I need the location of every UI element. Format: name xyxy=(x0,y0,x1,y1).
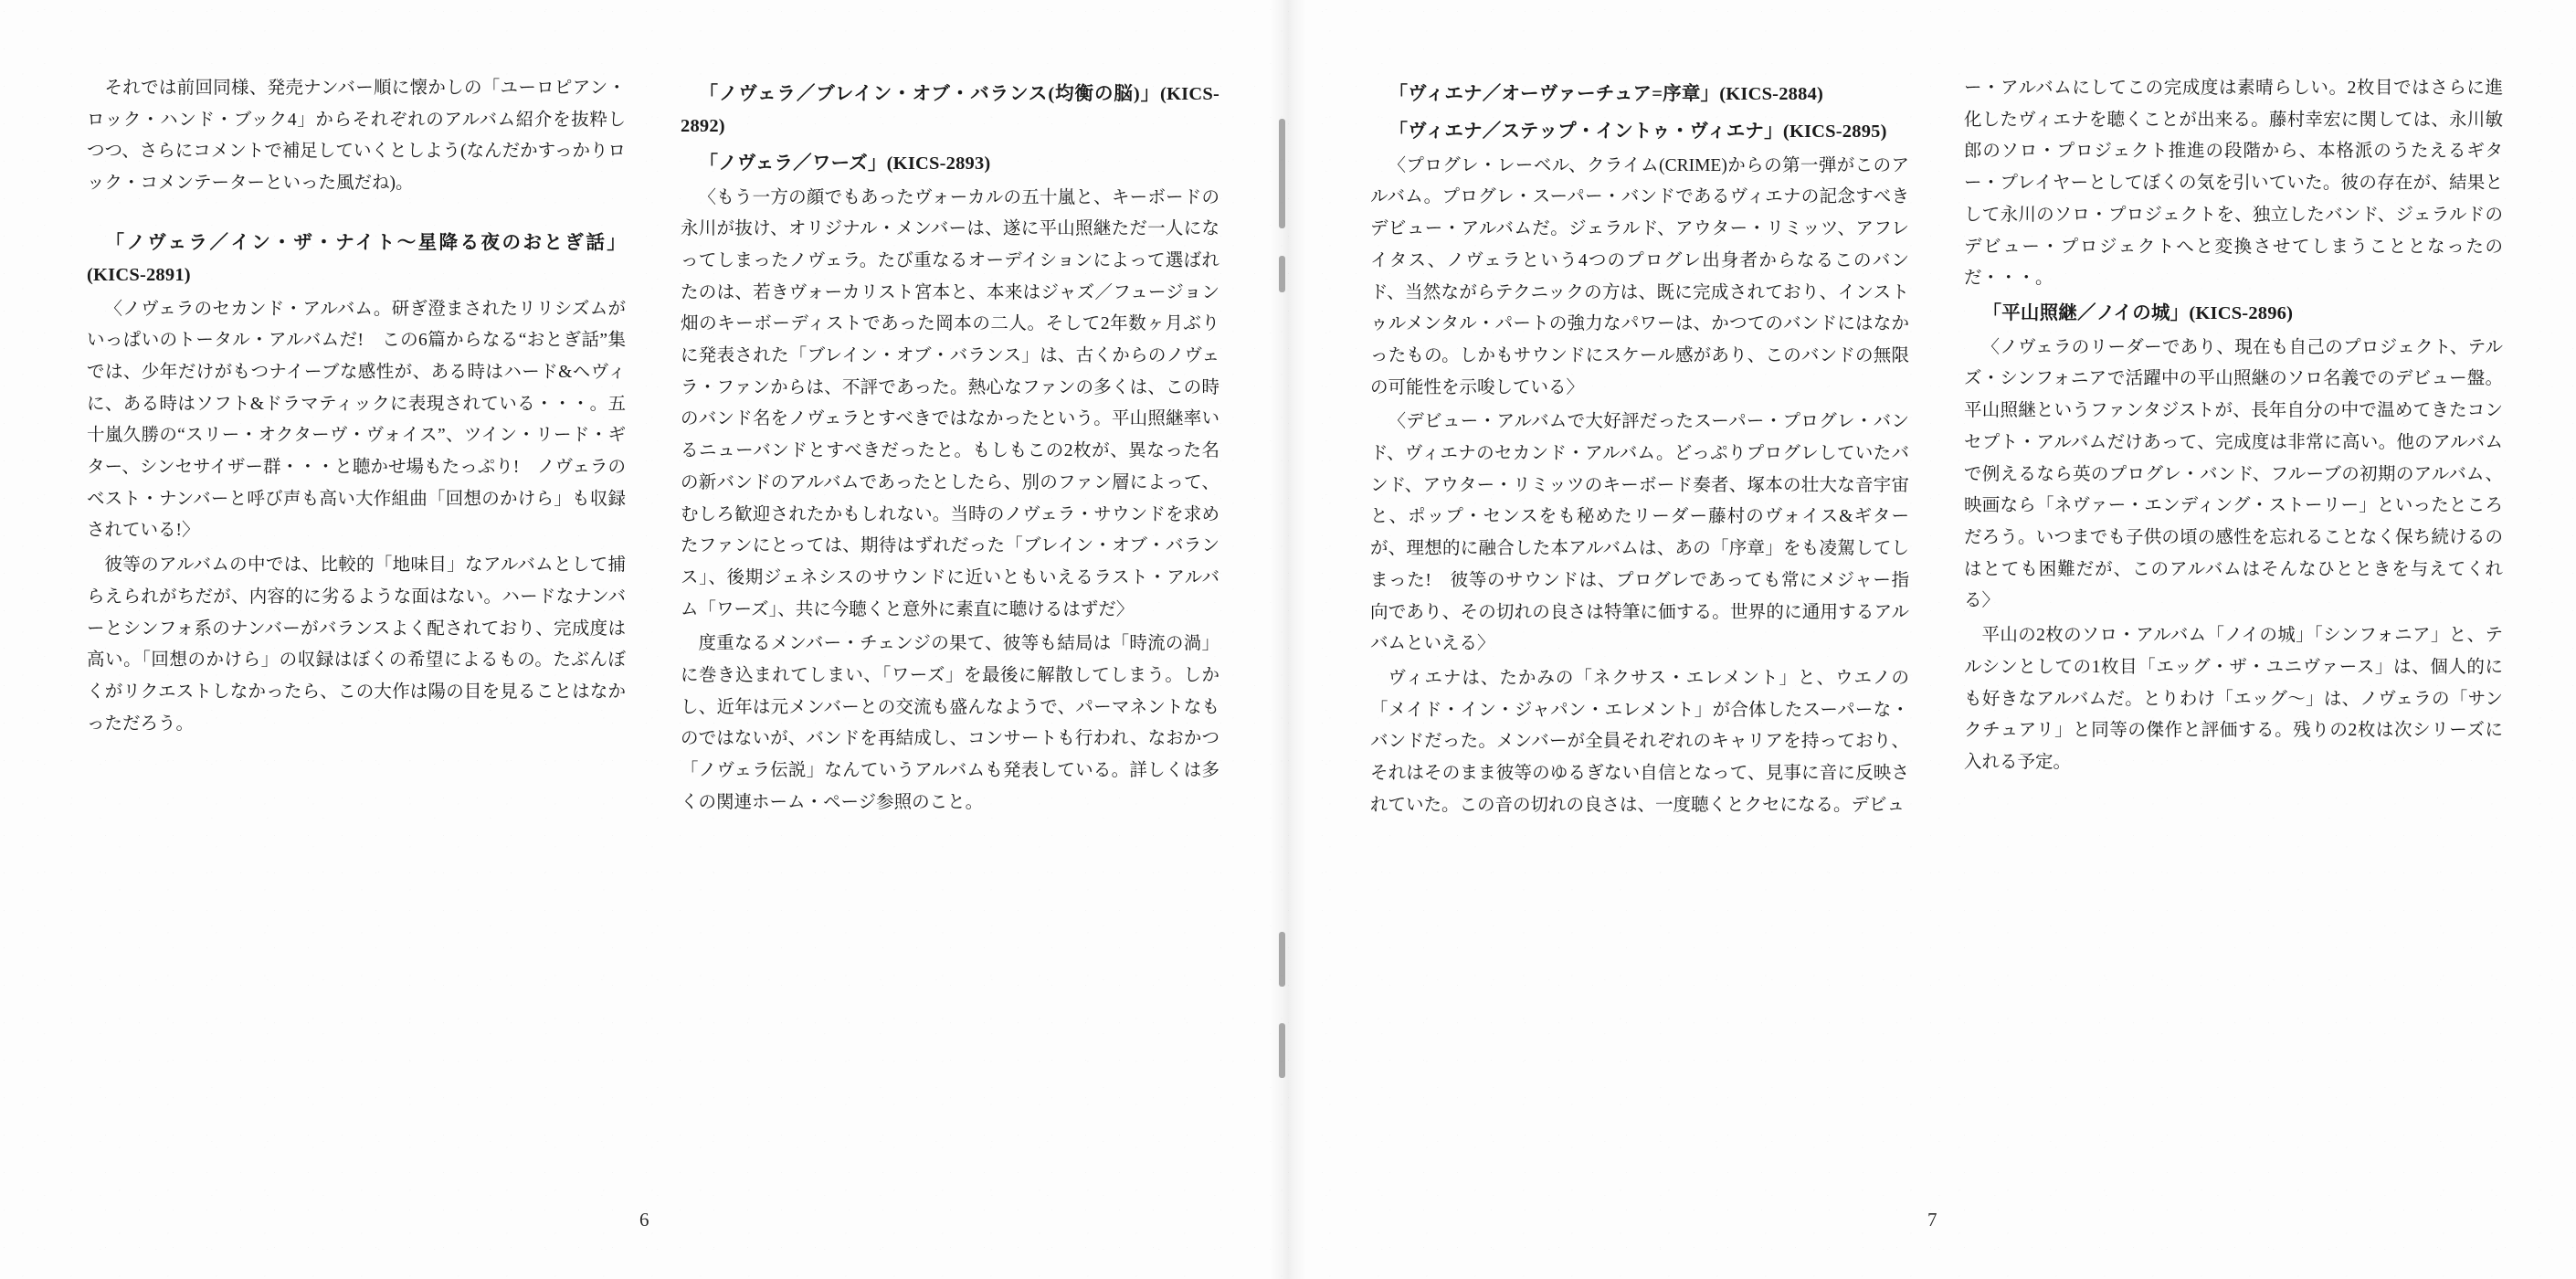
page-number-right: 7 xyxy=(1927,1209,1937,1231)
left-column-1 xyxy=(87,73,626,822)
right-page-columns xyxy=(1370,73,2503,824)
paragraph-brain-of-balance-quote: 〈もう一方の顔でもあったヴォーカルの五十嵐と、キーボードの永川が抜け、オリジナル・メンバーは、遂に平山照継ただ一人になってしまったノヴェラ。たび重なるオーデイションによって選ばれたのは、若きヴォーカリスト宮本と、本来はジャズ／フュージョン畑のキーボーディストであった岡本の二人。そして2年数ヶ月ぶりに発表された「ブレイン・オブ・バランス」は、古くからのノヴェラ・ファンからは、不評であった。熱心なファンの多くは、この時のバンド名をノヴェラとすべきではなかったという。平山照継率いるニューバンドとすべきだったと。もしもこの2枚が、異なった名の新バンドのアルバムであったとしたら、別のファン層によって、むしろ歓迎されたかもしれない。当時のノヴェラ・サウンドを求めたファンにとっては、期待はずれだった「ブレイン・オブ・バランス」、後期ジェネシスのサウンドに近いともいえるラスト・アルバム「ワーズ」、共に今聴くと意外に素直に聴けるはずだ〉 xyxy=(681,187,1219,619)
binding-mark xyxy=(1279,1023,1285,1078)
page-number-left: 6 xyxy=(639,1209,649,1231)
right-column-1 xyxy=(1370,73,1909,824)
left-column-2 xyxy=(681,73,1219,822)
binding-mark xyxy=(1279,932,1285,987)
paragraph-intro: それでは前回同様、発売ナンバー順に懐かしの「ユーロピアン・ロック・ハンド・ブック4」からそれぞれのアルバム紹介を抜粋しつつ、さらにコメントで補足していくとしよう(なんだかすっかりロック・コメンテーターといった風だね)。 xyxy=(87,79,626,194)
binding-mark xyxy=(1279,256,1285,292)
album-heading-vienna-overture: 「ヴィエナ／オーヴァーチュア=序章」(KICS-2884) xyxy=(1388,84,1824,104)
paragraph-vienna-overture-quote: 〈プログレ・レーベル、クライム(CRIME)からの第一弾がこのアルバム。プログレ・スーパー・バンドであるヴィエナの記念すべきデビュー・アルバムだ。ジェラルド、アウター・リミッツ、アフレイタス、ノヴェラという4つのプログレ出身者からなるこのバンド、当然ながらテクニックの方は、既に完成されており、インストゥルメンタル・パートの強力なパワーは、かつてのバンドにはなかったもの。しかもサウンドにスケール感があり、このバンドの無限の可能性を示唆している〉 xyxy=(1370,155,1909,397)
paragraph-vienna-comment: ヴィエナは、たかみの「ネクサス・エレメント」と、ウエノの「メイド・イン・ジャパン・エレメント」が合体したスーパーな・バンドだった。メンバーが全員それぞれのキャリアを持っており、それはそのまま彼等のゆるぎない自信となって、見事に音に反映されていた。この音の切れの良さは、一度聴くとクセになる。デビュ xyxy=(1370,668,1909,815)
right-page xyxy=(1288,0,2576,1279)
album-heading-brain-of-balance: 「ノヴェラ／ブレイン・オブ・バランス(均衡の脳)」(KICS-2892) xyxy=(681,84,1219,136)
paragraph-noi-no-shiro-quote: 〈ノヴェラのリーダーであり、現在も自己のプロジェクト、テルズ・シンフォニアで活躍中の平山照継のソロ名義でのデビュー盤。平山照継というファンタジストが、長年自分の中で温めてきたコンセプト・アルバムだけあって、完成度は非常に高い。他のアルバムで例えるなら英のプログレ・バンド、フルーブの初期のアルバム、映画なら「ネヴァー・エンディング・ストーリー」といったところだろう。いつまでも子供の頃の感性を忘れることなく保ち続けるのはとても困難だが、このアルバムはそんなひとときを与えてくれる〉 xyxy=(1964,337,2503,611)
paragraph-vienna-comment-continued: ー・アルバムにしてこの完成度は素晴らしい。2枚目ではさらに進化したヴィエナを聴くことが出来る。藤村幸宏に関しては、永川敏郎のソロ・プロジェクト推進の段階から、本格派のうたえるギター・プレイヤーとしてぼくの気を引いていた。彼の存在が、結果として永川のソロ・プロジェクトを、独立したバンド、ジェラルドのデビュー・プロジェクトへと変換させてしまうこととなったのだ・・・。 xyxy=(1964,79,2503,289)
right-column-2 xyxy=(1964,73,2503,824)
album-heading-hirayama-noi-no-shiro: 「平山照継／ノイの城」(KICS-2896) xyxy=(1982,302,2294,323)
paragraph-noi-no-shiro-comment: 平山の2枚のソロ・アルバム「ノイの城」「シンフォニア」と、テルシンとしての1枚目「エッグ・ザ・ユニヴァース」は、個人的にも好きなアルバムだ。とりわけ「エッグ〜」は、ノヴェラの「サンクチュアリ」と同等の傑作と評価する。残りの2枚は次シリーズに入れる予定。 xyxy=(1964,626,2503,772)
album-heading-step-into-vienna: 「ヴィエナ／ステップ・イントゥ・ヴィエナ」(KICS-2895) xyxy=(1388,121,1887,142)
paragraph-brain-of-balance-comment: 度重なるメンバー・チェンジの果て、彼等も結局は「時流の渦」に巻き込まれてしまい、「ワーズ」を最後に解散してしまう。しかし、近年は元メンバーとの交流も盛んなようで、パーマネントなものではないが、バンドを再結成し、コンサートも行われ、なおかつ「ノヴェラ伝説」なんていうアルバムも発表している。詳しくは多くの関連ホーム・ページ参照のこと。 xyxy=(681,634,1219,812)
binding-mark xyxy=(1279,119,1285,228)
paragraph-novela-in-the-night-quote: 〈ノヴェラのセカンド・アルバム。研ぎ澄まされたリリシズムがいっぱいのトータル・アルバムだ! この6篇からなる“おとぎ話”集では、少年だけがもつナイーブな感性が、ある時はハード&ヘヴィに、ある時はソフト&ドラマティックに表現されている・・・。五十嵐久勝の“スリー・オクターヴ・ヴォイス”、ツイン・リード・ギター、シンセサイザー群・・・と聴かせ場もたっぷり! ノヴェラのベスト・ナンバーと呼び声も高い大作組曲「回想のかけら」も収録されている!〉 xyxy=(87,299,626,541)
paragraph-novela-in-the-night-comment: 彼等のアルバムの中では、比較的「地味目」なアルバムとして捕らえられがちだが、内容的に劣るような面はない。ハードなナンバーとシンフォ系のナンバーがバランスよく配されており、完成度は高い。「回想のかけら」の収録はぼくの希望によるもの。たぶんぼくがリクエストしなかったら、この大作は陽の目を見ることはなかっただろう。 xyxy=(87,555,626,734)
album-heading-novela-in-the-night: 「ノヴェラ／イン・ザ・ナイト〜星降る夜のおとぎ話」(KICS-2891) xyxy=(87,232,626,285)
paragraph-step-into-vienna-quote: 〈デビュー・アルバムで大好評だったスーパー・プログレ・バンド、ヴィエナのセカンド・アルバム。どっぷりプログレしていたバンド、アウター・リミッツのキーボード奏者、塚本の壮大な音宇宙と、ポップ・センスをも秘めたリーダー藤村のヴォイス&ギターが、理想的に融合した本アルバムは、あの「序章」をも凌駕してしまった! 彼等のサウンドは、プログレであっても常にメジャー指向であり、その切れの良さは特筆に価する。世界的に通用するアルバムといえる〉 xyxy=(1370,412,1909,654)
left-page-columns xyxy=(87,73,1219,822)
album-heading-words: 「ノヴェラ／ワーズ」(KICS-2893) xyxy=(699,153,991,174)
